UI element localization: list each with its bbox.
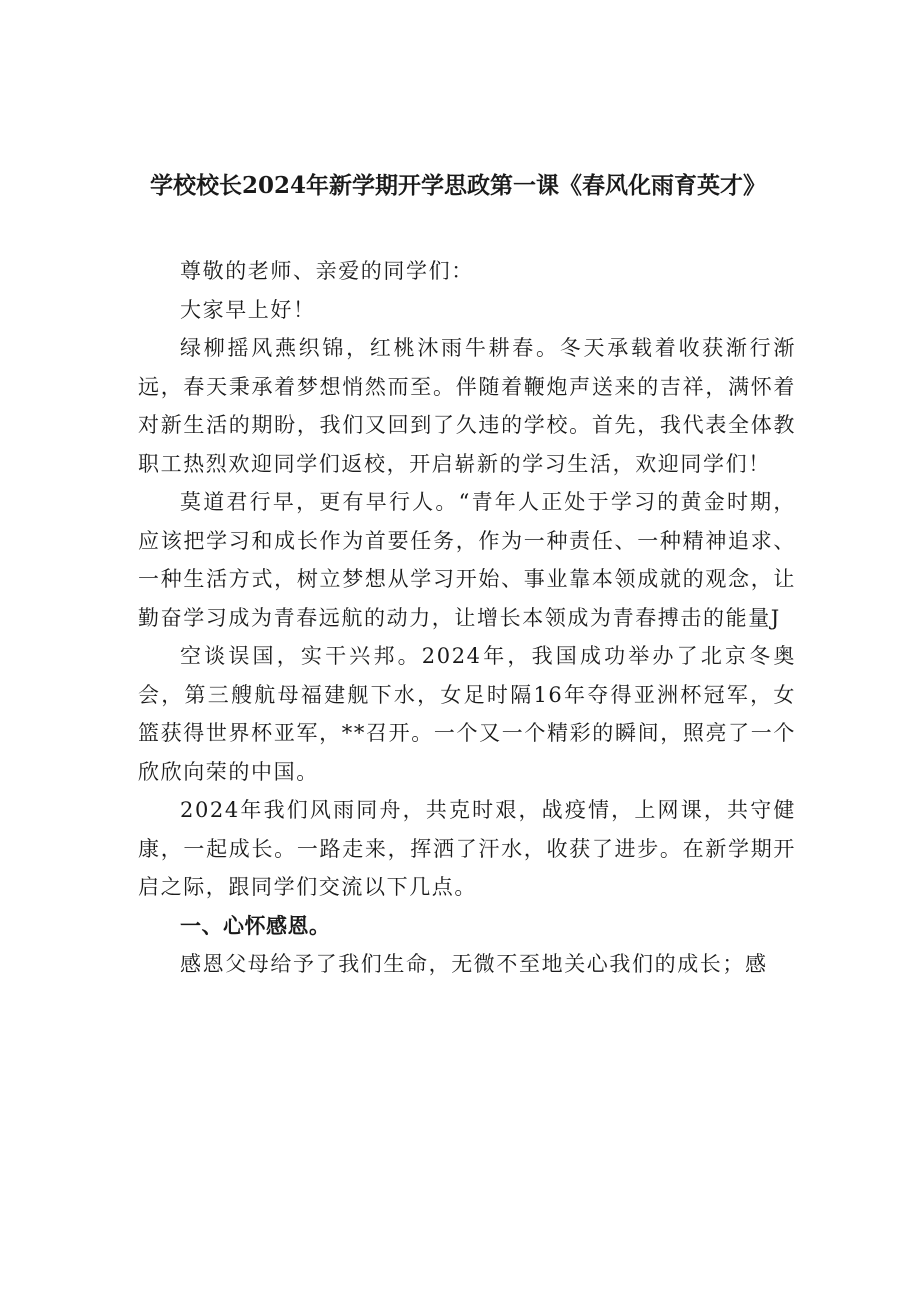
section-paragraph: 感恩父母给予了我们生命，无微不至地关心我们的成长；感 — [180, 952, 768, 976]
paragraph: 空谈误国，实干兴邦。2024年，我国成功举办了北京冬奥会，第三艘航母福建舰下水，女足时隔16年夺得亚洲杯冠军，女篮获得世界杯亚军，**召开。一个又一个精彩的瞬间，照亮了一个欣欣向荣的中国。 — [138, 644, 796, 784]
paragraph: 莫道君行早，更有早行人。“青年人正处于学习的黄金时期，应该把学习和成长作为首要任务，作为一种责任、一种精神追求、一种生活方式，树立梦想从学习开始、事业靠本领成就的观念，让勤奋学习成为青春远航的动力，让增长本领成为青春搏击的能量J — [138, 490, 796, 630]
paragraph: 2024年我们风雨同舟，共克时艰，战疫情，上网课，共守健康，一起成长。一路走来，挥洒了汗水，收获了进步。在新学期开启之际，跟同学们交流以下几点。 — [138, 798, 796, 899]
greeting: 大家早上好！ — [180, 297, 316, 322]
section-heading: 一、心怀感恩。 — [180, 913, 331, 938]
salutation: 尊敬的老师、亲爱的同学们： — [180, 259, 474, 283]
document-body — [138, 252, 796, 984]
document-title: 学校校长2024年新学期开学思政第一课《春风化雨育英才》 — [150, 172, 767, 199]
paragraph: 绿柳摇风燕织锦，红桃沐雨牛耕春。冬天承载着收获渐行渐远，春天秉承着梦想悄然而至。伴随着鞭炮声送来的吉祥，满怀着对新生活的期盼，我们又回到了久违的学校。首先，我代表全体教职工热烈欢迎同学们返校，开启崭新的学习生活，欢迎同学们！ — [138, 336, 796, 476]
